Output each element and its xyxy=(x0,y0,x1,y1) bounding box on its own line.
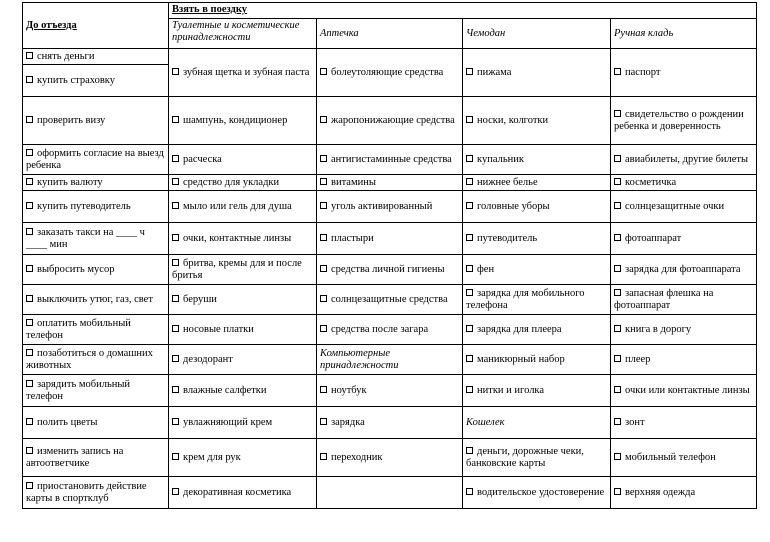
item-label: беруши xyxy=(183,293,217,305)
checklist-item[interactable] xyxy=(611,407,757,439)
checklist-item[interactable] xyxy=(611,345,757,375)
checklist-item[interactable] xyxy=(463,375,611,407)
checklist-item[interactable] xyxy=(317,439,463,477)
checklist-container xyxy=(22,2,757,509)
checkbox-icon[interactable] xyxy=(320,265,327,272)
checklist-item[interactable] xyxy=(169,175,317,191)
checklist-item[interactable] xyxy=(169,223,317,255)
checklist-item[interactable] xyxy=(611,191,757,223)
checklist-item[interactable] xyxy=(463,439,611,477)
item-label: приостановить действие карты в спортклуб xyxy=(26,480,147,504)
item-label: оплатить мобильный телефон xyxy=(26,317,131,341)
checklist-item[interactable] xyxy=(317,49,463,97)
checklist-item[interactable] xyxy=(169,191,317,223)
checkbox-icon[interactable] xyxy=(320,386,327,393)
checklist-item[interactable] xyxy=(611,477,757,509)
checklist-item[interactable] xyxy=(463,97,611,145)
item-label: зарядка для мобильного телефона xyxy=(466,287,585,311)
checkbox-icon[interactable] xyxy=(172,355,179,362)
item-label: увлажняющий крем xyxy=(183,416,273,428)
checklist-item[interactable] xyxy=(463,49,611,97)
checklist-item[interactable] xyxy=(169,145,317,175)
item-label: свидетельство о рождении ребенка и доверенность xyxy=(614,108,744,132)
checkbox-icon[interactable] xyxy=(614,453,621,460)
empty-cell xyxy=(317,477,463,509)
checkbox-icon[interactable] xyxy=(26,116,33,123)
item-label: носовые платки xyxy=(183,323,254,335)
checkbox-icon[interactable] xyxy=(466,116,473,123)
checkbox-icon[interactable] xyxy=(320,418,327,425)
item-label: косметичка xyxy=(625,176,677,188)
item-label: купить страховку xyxy=(37,74,115,86)
checkbox-icon[interactable] xyxy=(466,447,473,454)
checklist-item[interactable] xyxy=(169,477,317,509)
checklist-item[interactable] xyxy=(23,175,169,191)
checklist-item[interactable] xyxy=(23,407,169,439)
section-header-wallet: Кошелек xyxy=(463,407,611,439)
checklist-item[interactable] xyxy=(463,477,611,509)
checklist-item[interactable] xyxy=(463,285,611,315)
item-label: зарядка для фотоаппарата xyxy=(625,263,741,275)
item-label: зонт xyxy=(625,416,645,428)
checklist-item[interactable] xyxy=(23,285,169,315)
checklist-item[interactable] xyxy=(23,49,169,65)
item-label: запасная флешка на фотоаппарат xyxy=(614,287,714,311)
checkbox-icon[interactable] xyxy=(614,325,621,332)
item-label: болеутоляющие средства xyxy=(331,66,444,78)
checkbox-icon[interactable] xyxy=(26,319,33,326)
checklist-item[interactable] xyxy=(317,375,463,407)
item-label: снять деньги xyxy=(37,50,95,62)
checkbox-icon[interactable] xyxy=(320,155,327,162)
checklist-item[interactable] xyxy=(317,285,463,315)
item-label: фен xyxy=(477,263,495,275)
item-label: путеводитель xyxy=(477,232,538,244)
item-label: пижама xyxy=(477,66,512,78)
checklist-item[interactable] xyxy=(611,285,757,315)
checkbox-icon[interactable] xyxy=(320,295,327,302)
item-label: нитки и иголка xyxy=(477,384,545,396)
checklist-item[interactable] xyxy=(23,191,169,223)
checklist-item[interactable] xyxy=(317,223,463,255)
checklist-item[interactable] xyxy=(23,315,169,345)
checklist-item[interactable] xyxy=(463,191,611,223)
checkbox-icon[interactable] xyxy=(26,149,33,156)
item-label: маникюрный набор xyxy=(477,353,565,365)
checkbox-icon[interactable] xyxy=(466,265,473,272)
header-before-departure: До отъезда xyxy=(23,3,169,49)
checklist-item[interactable] xyxy=(169,345,317,375)
item-label: деньги, дорожные чеки, банковские карты xyxy=(466,445,584,469)
item-label: декоративная косметика xyxy=(183,486,292,498)
checklist-item[interactable] xyxy=(169,375,317,407)
item-label: выбросить мусор xyxy=(37,263,115,275)
checkbox-icon[interactable] xyxy=(172,259,179,266)
item-label: бритва, кремы для и после бритья xyxy=(172,257,302,281)
checklist-item[interactable] xyxy=(169,285,317,315)
item-label: солнцезащитные средства xyxy=(331,293,448,305)
checkbox-icon[interactable] xyxy=(614,234,621,241)
checklist-item[interactable] xyxy=(317,145,463,175)
item-label: зубная щетка и зубная паста xyxy=(183,66,310,78)
checklist-item[interactable] xyxy=(463,315,611,345)
item-label: зарядка для плеера xyxy=(477,323,562,335)
checkbox-icon[interactable] xyxy=(320,325,327,332)
item-label: проверить визу xyxy=(37,114,106,126)
checklist-item[interactable] xyxy=(463,175,611,191)
item-label: купальник xyxy=(477,153,524,165)
checkbox-icon[interactable] xyxy=(614,355,621,362)
checklist-item[interactable] xyxy=(611,439,757,477)
checkbox-icon[interactable] xyxy=(466,289,473,296)
checklist-item[interactable] xyxy=(169,315,317,345)
checklist-item[interactable] xyxy=(23,477,169,509)
item-label: средства личной гигиены xyxy=(331,263,445,275)
item-label: зарядить мобильный телефон xyxy=(26,378,131,402)
checkbox-icon[interactable] xyxy=(614,178,621,185)
header-take-on-trip: Взять в поездку xyxy=(169,3,757,19)
checkbox-icon[interactable] xyxy=(614,202,621,209)
item-label: позаботиться о домашних животных xyxy=(26,347,153,371)
checklist-item[interactable] xyxy=(317,255,463,285)
checkbox-icon[interactable] xyxy=(172,202,179,209)
item-label: носки, колготки xyxy=(477,114,549,126)
checkbox-icon[interactable] xyxy=(26,178,33,185)
checkbox-icon[interactable] xyxy=(26,418,33,425)
checkbox-icon[interactable] xyxy=(26,482,33,489)
item-label: средства после загара xyxy=(331,323,429,335)
checklist-item[interactable] xyxy=(317,315,463,345)
checkbox-icon[interactable] xyxy=(466,202,473,209)
checkbox-icon[interactable] xyxy=(26,202,33,209)
item-label: солнцезащитные очки xyxy=(625,200,725,212)
checklist-item[interactable] xyxy=(611,175,757,191)
checklist-item[interactable] xyxy=(463,255,611,285)
checklist-item[interactable] xyxy=(23,345,169,375)
checklist-item[interactable] xyxy=(463,145,611,175)
checkbox-icon[interactable] xyxy=(26,380,33,387)
checklist-item[interactable] xyxy=(169,407,317,439)
item-label: расческа xyxy=(183,153,222,165)
checkbox-icon[interactable] xyxy=(172,325,179,332)
travel-checklist-table xyxy=(22,2,757,509)
checkbox-icon[interactable] xyxy=(172,418,179,425)
header-carry-on: Ручная кладь xyxy=(611,19,757,49)
checkbox-icon[interactable] xyxy=(320,178,327,185)
checklist-item[interactable] xyxy=(463,345,611,375)
checkbox-icon[interactable] xyxy=(614,155,621,162)
item-label: влажные салфетки xyxy=(183,384,267,396)
checklist-item[interactable] xyxy=(317,97,463,145)
checklist-item[interactable] xyxy=(611,97,757,145)
checkbox-icon[interactable] xyxy=(172,295,179,302)
item-label: полить цветы xyxy=(37,416,98,428)
item-label: водительское удостоверение xyxy=(477,486,605,498)
item-label: дезодорант xyxy=(183,353,233,365)
checkbox-icon[interactable] xyxy=(26,265,33,272)
checklist-item[interactable] xyxy=(23,375,169,407)
checklist-item[interactable] xyxy=(463,223,611,255)
item-label: купить валюту xyxy=(37,176,103,188)
item-label: верхняя одежда xyxy=(625,486,696,498)
checklist-item[interactable] xyxy=(317,407,463,439)
checkbox-icon[interactable] xyxy=(466,234,473,241)
checklist-item[interactable] xyxy=(23,97,169,145)
item-label: очки, контактные линзы xyxy=(183,232,292,244)
item-label: зарядка xyxy=(331,416,365,428)
item-label: головные уборы xyxy=(477,200,550,212)
item-label: плеер xyxy=(625,353,651,365)
item-label: очки или контактные линзы xyxy=(625,384,750,396)
item-label: оформить согласие на выезд ребенка xyxy=(26,147,164,171)
checkbox-icon[interactable] xyxy=(466,155,473,162)
checkbox-icon[interactable] xyxy=(320,453,327,460)
item-label: ноутбук xyxy=(331,384,367,396)
checklist-item[interactable] xyxy=(23,223,169,255)
checkbox-icon[interactable] xyxy=(172,453,179,460)
item-label: книга в дорогу xyxy=(625,323,692,335)
checklist-item[interactable] xyxy=(169,255,317,285)
header-suitcase: Чемодан xyxy=(463,19,611,49)
checkbox-icon[interactable] xyxy=(466,178,473,185)
checkbox-icon[interactable] xyxy=(26,76,33,83)
item-label: пластыри xyxy=(331,232,374,244)
item-label: жаропонижающие средства xyxy=(331,114,455,126)
checkbox-icon[interactable] xyxy=(614,386,621,393)
checklist-item[interactable] xyxy=(611,49,757,97)
checklist-item[interactable] xyxy=(23,439,169,477)
checkbox-icon[interactable] xyxy=(26,349,33,356)
checkbox-icon[interactable] xyxy=(320,68,327,75)
checklist-item[interactable] xyxy=(169,439,317,477)
item-label: паспорт xyxy=(625,66,661,78)
checkbox-icon[interactable] xyxy=(614,110,621,117)
item-label: мыло или гель для душа xyxy=(183,200,292,212)
checklist-item[interactable] xyxy=(23,65,169,97)
item-label: изменить запись на автоответчике xyxy=(26,445,124,469)
item-label: нижнее белье xyxy=(477,176,538,188)
item-label: крем для рук xyxy=(183,451,241,463)
checkbox-icon[interactable] xyxy=(172,116,179,123)
item-label: фотоаппарат xyxy=(625,232,682,244)
checkbox-icon[interactable] xyxy=(614,68,621,75)
checkbox-icon[interactable] xyxy=(614,418,621,425)
item-label: витамины xyxy=(331,176,376,188)
checkbox-icon[interactable] xyxy=(172,155,179,162)
checklist-item[interactable] xyxy=(23,145,169,175)
item-label: антигистаминные средства xyxy=(331,153,452,165)
checkbox-icon[interactable] xyxy=(466,68,473,75)
checkbox-icon[interactable] xyxy=(466,355,473,362)
header-toiletries: Туалетные и косметические принадлежности xyxy=(169,19,317,49)
checkbox-icon[interactable] xyxy=(172,68,179,75)
item-label: авиабилеты, другие билеты xyxy=(625,153,749,165)
checkbox-icon[interactable] xyxy=(26,447,33,454)
checklist-item[interactable] xyxy=(611,145,757,175)
checkbox-icon[interactable] xyxy=(26,228,33,235)
checklist-item[interactable] xyxy=(317,191,463,223)
item-label: шампунь, кондиционер xyxy=(183,114,288,126)
checklist-item[interactable] xyxy=(23,255,169,285)
checkbox-icon[interactable] xyxy=(320,116,327,123)
checklist-item[interactable] xyxy=(611,223,757,255)
checkbox-icon[interactable] xyxy=(172,178,179,185)
checklist-item[interactable] xyxy=(611,315,757,345)
checkbox-icon[interactable] xyxy=(320,234,327,241)
checkbox-icon[interactable] xyxy=(614,488,621,495)
checkbox-icon[interactable] xyxy=(26,295,33,302)
header-first-aid: Аптечка xyxy=(317,19,463,49)
checkbox-icon[interactable] xyxy=(172,234,179,241)
item-label: средство для укладки xyxy=(183,176,280,188)
checkbox-icon[interactable] xyxy=(26,52,33,59)
item-label: уголь активированный xyxy=(331,200,433,212)
checkbox-icon[interactable] xyxy=(614,289,621,296)
checkbox-icon[interactable] xyxy=(466,488,473,495)
checkbox-icon[interactable] xyxy=(172,386,179,393)
item-label: выключить утюг, газ, свет xyxy=(37,293,153,305)
checkbox-icon[interactable] xyxy=(466,325,473,332)
item-label: мобильный телефон xyxy=(625,451,716,463)
checkbox-icon[interactable] xyxy=(466,386,473,393)
checkbox-icon[interactable] xyxy=(614,265,621,272)
item-label: заказать такси на ____ ч ____ мин xyxy=(26,226,145,250)
checklist-item[interactable] xyxy=(169,49,317,97)
item-label: купить путеводитель xyxy=(37,200,131,212)
checkbox-icon[interactable] xyxy=(172,488,179,495)
checklist-item[interactable] xyxy=(317,175,463,191)
section-header-electronics: Компьютерные принадлежности xyxy=(317,345,463,375)
checklist-item[interactable] xyxy=(169,97,317,145)
checklist-item[interactable] xyxy=(611,375,757,407)
checklist-item[interactable] xyxy=(611,255,757,285)
checkbox-icon[interactable] xyxy=(320,202,327,209)
item-label: переходник xyxy=(331,451,383,463)
